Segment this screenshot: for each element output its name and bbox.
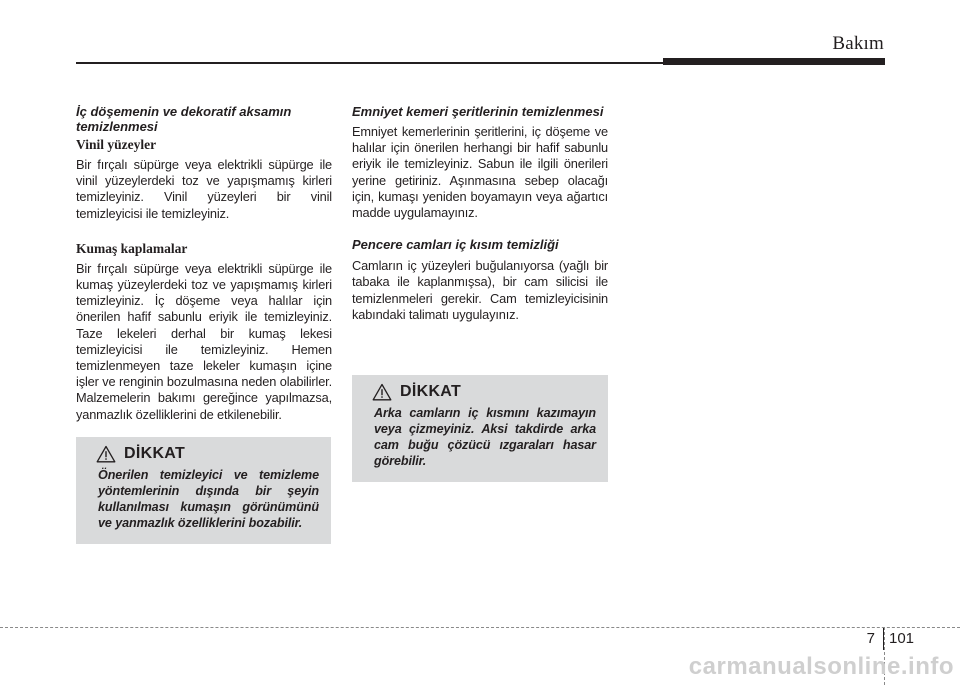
page-number-separator bbox=[883, 628, 884, 650]
paragraph-seatbelt: Emniyet kemerlerinin şeritlerini, iç döşeme ve halılar için önerilen herhangi bir hafif sabunlu eriyik ile temizleyiniz. Sabun ile ilgili önerileri yerine getiriniz. Aşınmasına sebep olacağı için, kumaşı yeniden boyamayın veya ağartıcı madde uygulamayınız. bbox=[352, 124, 608, 221]
spacer bbox=[352, 221, 608, 237]
warning-header bbox=[96, 445, 319, 463]
section-title-seatbelt: Emniyet kemeri şeritlerinin temizlenmesi bbox=[352, 104, 604, 119]
warning-header bbox=[372, 383, 596, 401]
watermark-text: carmanualsonline.info bbox=[688, 653, 954, 680]
header-rule-accent bbox=[663, 58, 885, 65]
subtitle-vinyl: Vinil yüzeyler bbox=[76, 137, 157, 152]
paragraph-vinyl: Bir fırçalı süpürge veya elektrikli süpürge ile vinil yüzeylerdeki toz ve yapışmamış kirleri temizleyiniz. Vinil yüzeyleri bir vinil temizleyicisi ile temizleyiniz. bbox=[76, 157, 332, 221]
paragraph-fabric: Bir fırçalı süpürge veya elektrikli süpürge ile kumaş yüzeylerdeki toz ve yapışmamış kirleri temizleyiniz. İç döşeme veya halılar için önerilen hafif sabunlu eriyik ile temizleyiniz. Taze lekeleri derhal bir kumaş lekesi temizleyicisi ile temizleyiniz. Hemen temizlenmeyen taze lekeler kumaşın içine işler ve renginin bozulmasına neden olabilirler. Malzemelerin bakımı gereğince yapılmazsa, yanmazlık özelliklerini de etkilenebilir. bbox=[76, 260, 332, 422]
warning-box-window bbox=[352, 375, 608, 482]
warning-text: Arka camların iç kısmını kazımayın veya çizmeyiniz. Aksi takdirde arka cam buğu çözücü ızgaraları hasar görebilir. bbox=[374, 406, 596, 468]
subtitle-fabric: Kumaş kaplamalar bbox=[76, 240, 188, 256]
left-column bbox=[76, 104, 332, 423]
warning-triangle-icon bbox=[96, 445, 116, 463]
warning-text: Önerilen temizleyici ve temizleme yöntemlerinin dışında bir şeyin kullanılması kumaşın görünümünü ve yanmazlık özelliklerini bozabilir. bbox=[98, 468, 319, 530]
section-title-interior-cleaning: İç döşemenin ve dekoratif aksamın temizlenmesi bbox=[76, 104, 292, 134]
footer-rule bbox=[0, 627, 960, 628]
paragraph-window: Camların iç yüzeyleri buğulanıyorsa (yağlı bir tabaka ile kaplanmışsa), bir cam silicisi ile temizlenmeleri gerekir. Cam temizleyicisinin kabındaki talimatı uygulayınız. bbox=[352, 258, 608, 322]
section-title-window: Pencere camları iç kısım temizliği bbox=[352, 237, 559, 253]
chapter-number: 7 bbox=[866, 630, 875, 647]
warning-label: DİKKAT bbox=[400, 383, 462, 400]
middle-column bbox=[352, 104, 608, 323]
warning-triangle-icon bbox=[372, 383, 392, 401]
page-number: 101 bbox=[889, 630, 915, 647]
page-header-title: Bakım bbox=[832, 33, 884, 54]
spacer bbox=[76, 222, 332, 238]
warning-label: DİKKAT bbox=[124, 445, 186, 462]
warning-box-fabric bbox=[76, 437, 331, 544]
header-rule bbox=[76, 62, 664, 64]
